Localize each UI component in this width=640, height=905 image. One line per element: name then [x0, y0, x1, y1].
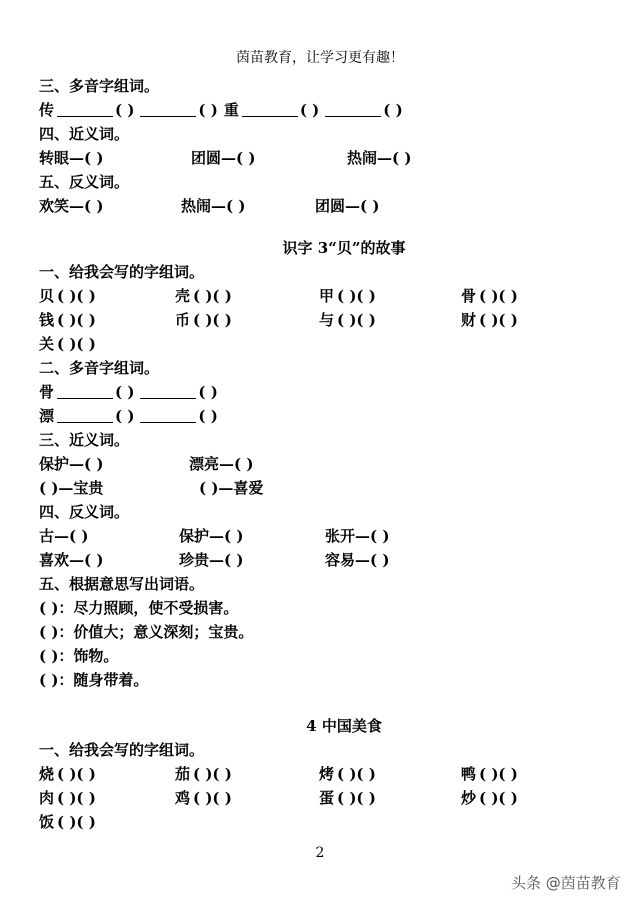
heading-polyphone: 三、多音字组词。	[39, 77, 160, 95]
word-group-row	[39, 762, 619, 786]
antonym-item[interactable]: 热闹—( )	[181, 197, 246, 215]
char: 骨	[461, 287, 477, 305]
answer-parens[interactable]: ( )( )	[193, 311, 232, 329]
answer-paren[interactable]: ( )	[115, 407, 135, 425]
antonym-item[interactable]: 保护—( )	[179, 527, 244, 545]
definition-item[interactable]: ( )：尽力照顾，使不受损害。	[39, 599, 239, 617]
heading-antonym: 四、反义词。	[39, 503, 130, 521]
answer-parens[interactable]: ( )( )	[479, 789, 518, 807]
answer-parens[interactable]: ( )( )	[193, 287, 232, 305]
heading-synonym: 四、近义词。	[39, 125, 130, 143]
answer-parens[interactable]: ( )( )	[57, 765, 96, 783]
polyphone-line	[39, 404, 619, 428]
answer-paren[interactable]: ( )	[299, 101, 320, 119]
lesson-title: 识字 3“贝”的故事	[282, 239, 406, 257]
answer-parens[interactable]: ( )( )	[57, 311, 96, 329]
heading-antonym: 五、反义词。	[39, 173, 130, 191]
antonym-item[interactable]: 张开—( )	[325, 527, 390, 545]
antonym-item[interactable]: 喜欢—( )	[39, 551, 104, 569]
lesson-title: 4 中国美食	[306, 717, 382, 735]
char: 与	[319, 311, 335, 329]
poly-char: 骨	[39, 383, 55, 401]
answer-blank[interactable]	[325, 100, 381, 117]
answer-parens[interactable]: ( )( )	[57, 287, 96, 305]
char: 钱	[39, 311, 55, 329]
synonym-item[interactable]: 热闹—( )	[347, 149, 412, 167]
worksheet-content	[39, 74, 619, 834]
answer-paren[interactable]: ( )	[115, 101, 135, 119]
page-header: 茵苗教育，让学习更有趣！	[236, 50, 404, 66]
heading-word-group: 一、给我会写的字组词。	[39, 263, 205, 281]
answer-parens[interactable]: ( )( )	[57, 789, 96, 807]
answer-blank[interactable]	[140, 406, 196, 423]
heading-definition: 五、根据意思写出词语。	[39, 575, 205, 593]
char: 关	[39, 335, 55, 353]
polyphone-line	[39, 98, 619, 122]
poly-char: 传	[39, 101, 55, 119]
synonym-item[interactable]: 团圆—( )	[191, 149, 256, 167]
char: 饭	[39, 813, 55, 831]
heading-polyphone: 二、多音字组词。	[39, 359, 160, 377]
char: 壳	[175, 287, 191, 305]
definition-item[interactable]: ( )：饰物。	[39, 647, 119, 665]
antonym-line	[39, 524, 619, 548]
answer-paren[interactable]: ( )	[198, 101, 218, 119]
word-group-row	[39, 786, 619, 810]
char: 肉	[39, 789, 55, 807]
answer-parens[interactable]: ( )( )	[337, 311, 376, 329]
char: 鸡	[175, 789, 191, 807]
word-group-row	[39, 284, 619, 308]
answer-parens[interactable]: ( )( )	[193, 765, 232, 783]
synonym-item[interactable]: 转眼—( )	[39, 149, 104, 167]
watermark: 头条 @茵苗教育	[511, 874, 621, 892]
answer-blank[interactable]	[140, 382, 196, 399]
antonym-item[interactable]: 欢笑—( )	[39, 197, 104, 215]
word-group-row	[39, 308, 619, 332]
antonym-item[interactable]: 珍贵—( )	[179, 551, 244, 569]
answer-blank[interactable]	[57, 382, 113, 399]
char: 烤	[319, 765, 335, 783]
answer-blank[interactable]	[57, 406, 113, 423]
definition-item[interactable]: ( )：价值大；意义深刻；宝贵。	[39, 623, 254, 641]
poly-char: 漂	[39, 407, 55, 425]
answer-parens[interactable]: ( )( )	[57, 813, 96, 831]
antonym-item[interactable]: 团圆—( )	[315, 197, 380, 215]
char: 茄	[175, 765, 191, 783]
char: 财	[461, 311, 477, 329]
poly-char: 重	[223, 101, 239, 119]
answer-blank[interactable]	[140, 100, 196, 117]
answer-paren[interactable]: ( )	[383, 101, 403, 119]
char: 鸭	[461, 765, 477, 783]
synonym-line	[39, 146, 619, 170]
antonym-line	[39, 194, 619, 218]
answer-parens[interactable]: ( )( )	[337, 789, 376, 807]
answer-paren[interactable]: ( )	[198, 383, 218, 401]
answer-parens[interactable]: ( )( )	[479, 287, 518, 305]
definition-item[interactable]: ( )：随身带着。	[39, 671, 149, 689]
char: 贝	[39, 287, 55, 305]
answer-parens[interactable]: ( )( )	[479, 765, 518, 783]
antonym-line	[39, 548, 619, 572]
char: 甲	[319, 287, 335, 305]
synonym-line	[39, 476, 619, 500]
answer-parens[interactable]: ( )( )	[337, 765, 376, 783]
answer-blank[interactable]	[242, 100, 298, 117]
char: 蛋	[319, 789, 335, 807]
synonym-item[interactable]: ( )—宝贵	[39, 479, 104, 497]
word-group-row	[39, 810, 619, 834]
answer-parens[interactable]: ( )( )	[193, 789, 232, 807]
answer-parens[interactable]: ( )( )	[57, 335, 96, 353]
polyphone-line	[39, 380, 619, 404]
char: 炒	[461, 789, 477, 807]
synonym-item[interactable]: 保护—( )	[39, 455, 104, 473]
char: 烧	[39, 765, 55, 783]
char: 币	[175, 311, 191, 329]
answer-parens[interactable]: ( )( )	[337, 287, 376, 305]
antonym-item[interactable]: 古—( )	[39, 527, 89, 545]
answer-paren[interactable]: ( )	[115, 383, 135, 401]
antonym-item[interactable]: 容易—( )	[325, 551, 390, 569]
synonym-line	[39, 452, 619, 476]
heading-word-group: 一、给我会写的字组词。	[39, 741, 205, 759]
heading-synonym: 三、近义词。	[39, 431, 130, 449]
synonym-item[interactable]: ( )—喜爱	[199, 479, 264, 497]
synonym-item[interactable]: 漂亮—( )	[189, 455, 254, 473]
answer-parens[interactable]: ( )( )	[479, 311, 518, 329]
answer-paren[interactable]: ( )	[198, 407, 218, 425]
answer-blank[interactable]	[57, 100, 113, 117]
word-group-row	[39, 332, 619, 356]
page-number: 2	[315, 845, 325, 861]
